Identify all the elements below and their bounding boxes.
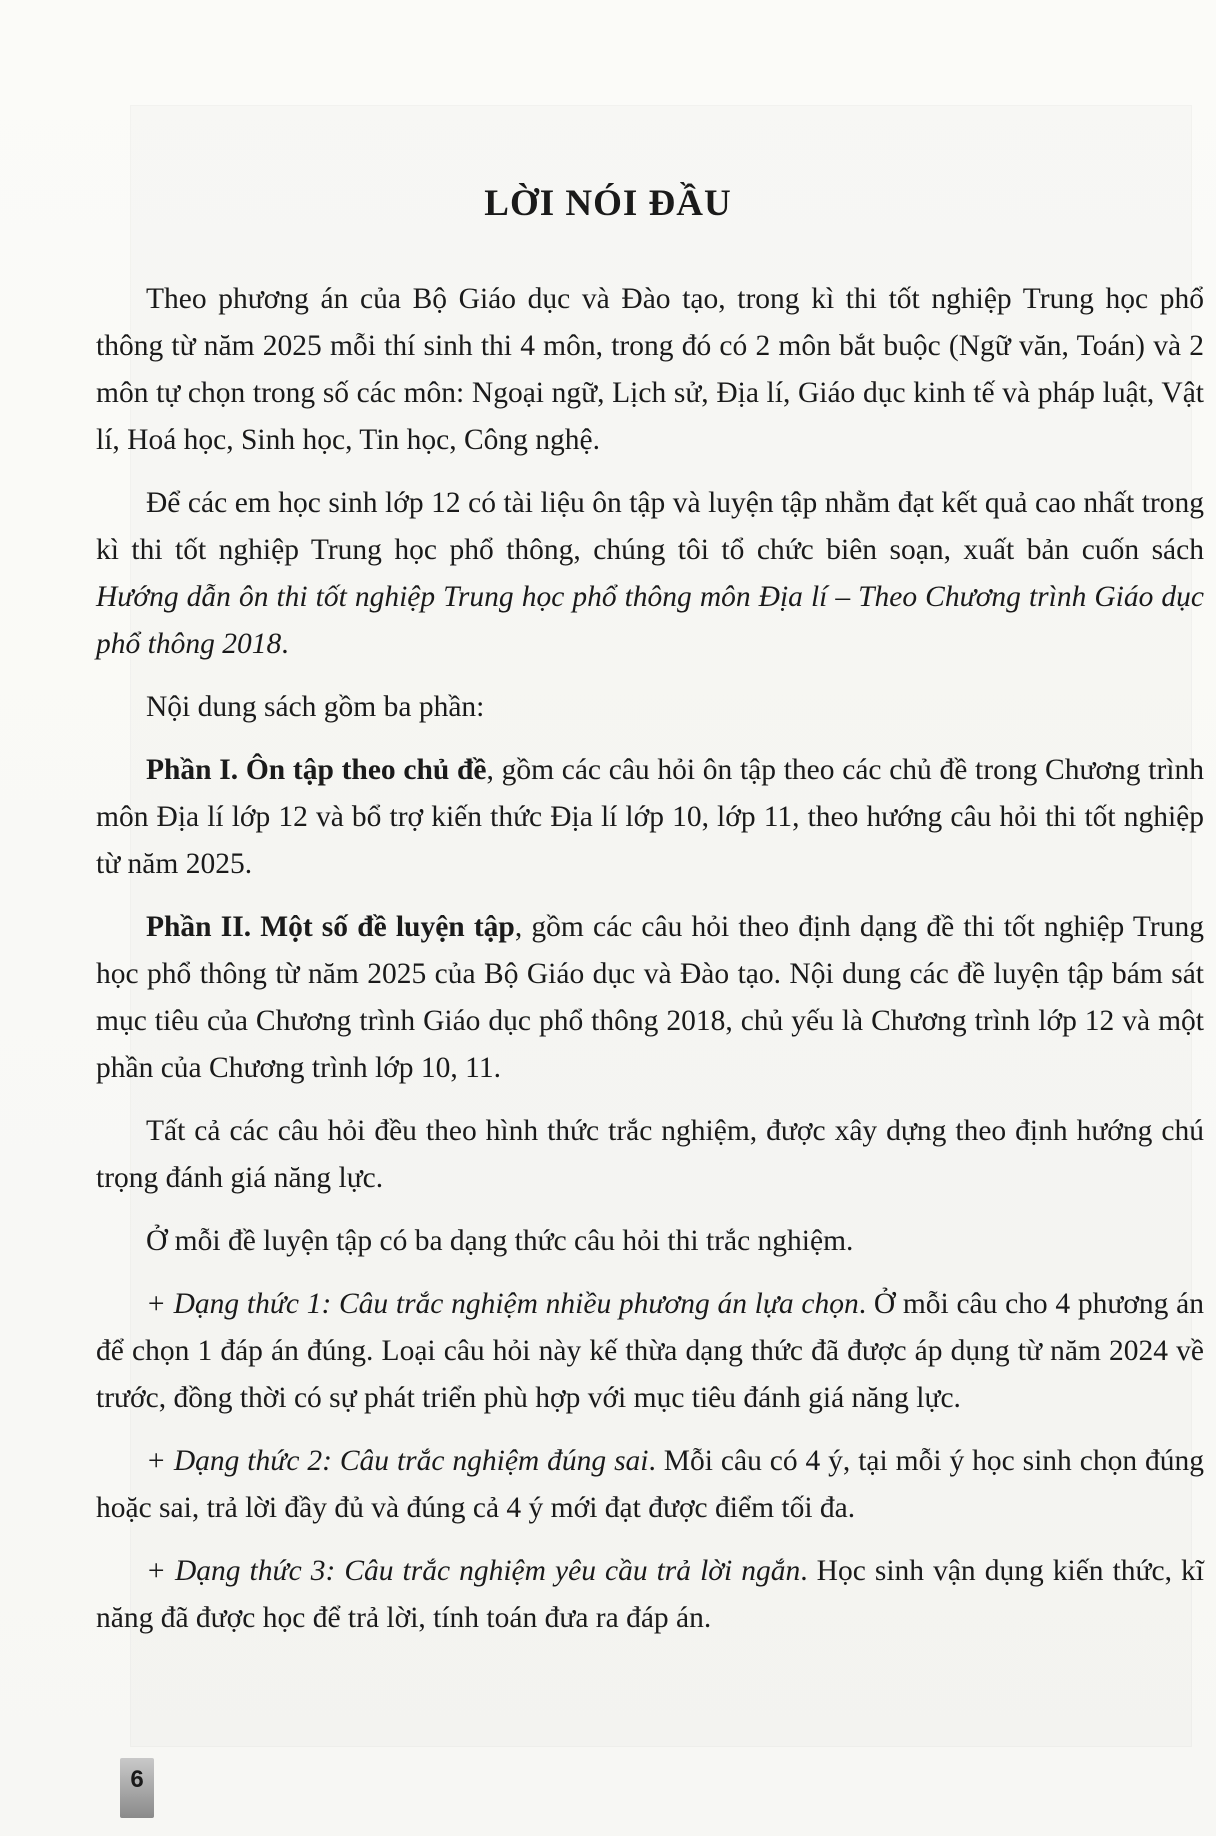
preface-body	[96, 276, 1204, 1658]
part-two-heading: Phần II. Một số đề luyện tập	[146, 911, 515, 943]
paragraph-type-one	[96, 1281, 1204, 1422]
part-two-text: , gồm các câu hỏi theo định dạng đề thi tốt nghiệp Trung học phổ thông từ năm 2025 của Bộ Giáo dục và Đào tạo. Nội dung các đề luyện tập bám sát mục tiêu của Chương trình Giáo dục phổ thông 2018, chủ yếu là Chương trình lớp 12 và một phần của Chương trình lớp 10, 11.	[96, 911, 1204, 1084]
type-one-text: . Ở mỗi câu cho 4 phương án để chọn 1 đáp án đúng. Loại câu hỏi này kế thừa dạng thức đã được áp dụng từ năm 2024 về trước, đồng thời có sự phát triển phù hợp với mục tiêu đánh giá năng lực.	[96, 1288, 1204, 1414]
type-two-text: . Mỗi câu có 4 ý, tại mỗi ý học sinh chọn đúng hoặc sai, trả lời đầy đủ và đúng cả 4 ý mới đạt được điểm tối đa.	[96, 1445, 1204, 1524]
type-three-text: . Học sinh vận dụng kiến thức, kĩ năng đã được học để trả lời, tính toán đưa ra đáp án.	[96, 1555, 1204, 1634]
book-purpose-text: Để các em học sinh lớp 12 có tài liệu ôn tập và luyện tập nhằm đạt kết quả cao nhất trong kì thi tốt nghiệp Trung học phổ thông, chúng tôi tổ chức biên soạn, xuất bản cuốn sách	[96, 487, 1204, 566]
part-one-heading: Phần I. Ôn tập theo chủ đề	[146, 754, 487, 786]
part-one-text: , gồm các câu hỏi ôn tập theo các chủ đề trong Chương trình môn Địa lí lớp 12 và bổ trợ kiến thức Địa lí lớp 10, lớp 11, theo hướng câu hỏi thi tốt nghiệp từ năm 2025.	[96, 754, 1204, 880]
paragraph-exam-plan: Theo phương án của Bộ Giáo dục và Đào tạo, trong kì thi tốt nghiệp Trung học phổ thông từ năm 2025 mỗi thí sinh thi 4 môn, trong đó có 2 môn bắt buộc (Ngữ văn, Toán) và 2 môn tự chọn trong số các môn: Ngoại ngữ, Lịch sử, Địa lí, Giáo dục kinh tế và pháp luật, Vật lí, Hoá học, Sinh học, Tin học, Công nghệ.	[96, 283, 1204, 456]
book-purpose-end: .	[281, 628, 289, 660]
paragraph-type-three	[96, 1548, 1204, 1642]
paragraph-part-two	[96, 904, 1204, 1092]
page-title: LỜI NÓI ĐẦU	[484, 183, 732, 224]
page-number: 6	[130, 1766, 144, 1793]
paragraph-contents-intro: Nội dung sách gồm ba phần:	[146, 691, 485, 723]
book-title: Hướng dẫn ôn thi tốt nghiệp Trung học phổ thông môn Địa lí – Theo Chương trình Giáo dục phổ thông 2018	[96, 581, 1204, 660]
page-number-tab	[120, 1758, 154, 1818]
type-one-heading: + Dạng thức 1: Câu trắc nghiệm nhiều phương án lựa chọn	[146, 1288, 859, 1320]
type-two-heading: + Dạng thức 2: Câu trắc nghiệm đúng sai	[146, 1445, 649, 1477]
paragraph-type-two	[96, 1438, 1204, 1532]
paragraph-book-purpose	[96, 480, 1204, 668]
type-three-heading: + Dạng thức 3: Câu trắc nghiệm yêu cầu trả lời ngắn	[146, 1555, 801, 1587]
paragraph-part-one	[96, 747, 1204, 888]
paragraph-three-types: Ở mỗi đề luyện tập có ba dạng thức câu hỏi thi trắc nghiệm.	[146, 1225, 854, 1257]
paragraph-question-format: Tất cả các câu hỏi đều theo hình thức trắc nghiệm, được xây dựng theo định hướng chú trọng đánh giá năng lực.	[96, 1115, 1204, 1194]
